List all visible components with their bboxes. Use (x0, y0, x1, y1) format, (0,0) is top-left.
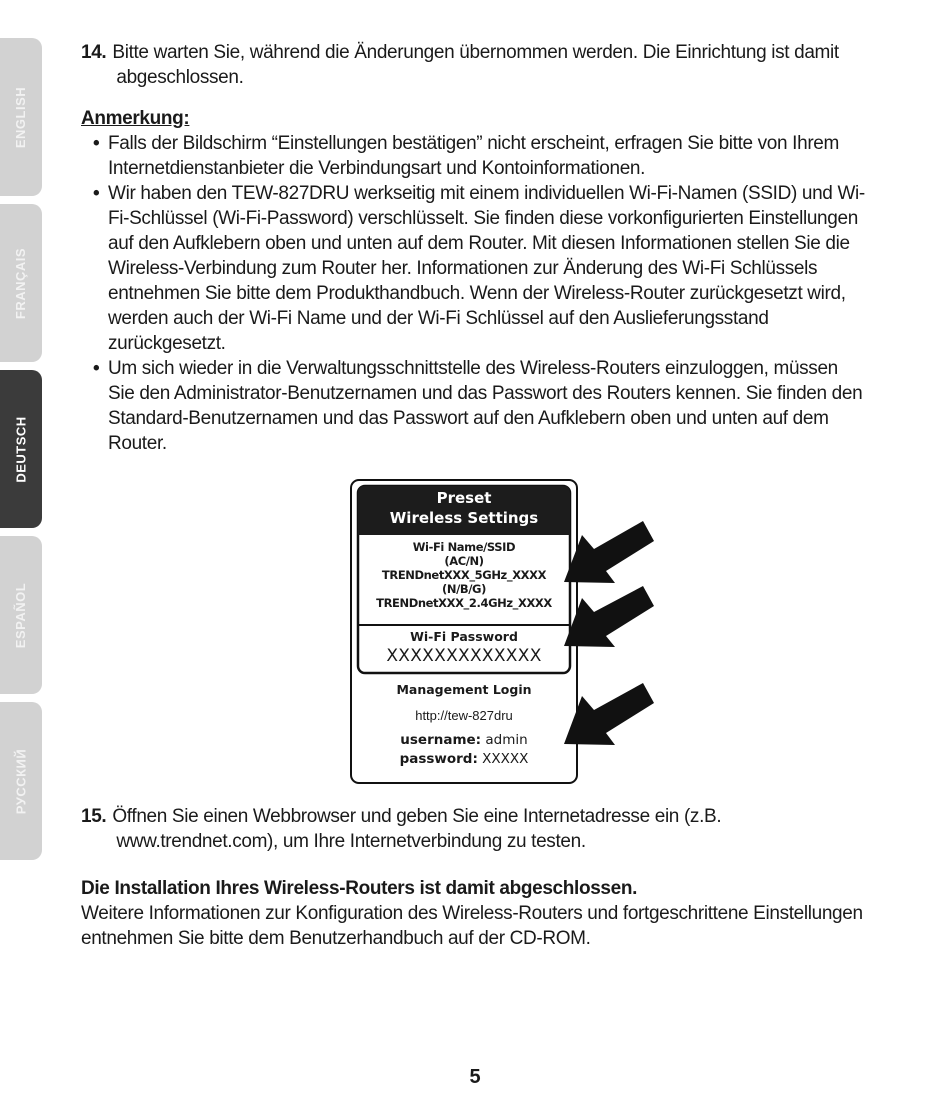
management-login-label: Management Login (396, 682, 532, 697)
bullet-text-line: Sie den Administrator-Benutzernamen und das Passwort des Routers kennen. Sie finden den (108, 383, 863, 404)
step-14 (81, 40, 881, 90)
conclusion-heading: Die Installation Ihres Wireless-Routers ist damit abgeschlossen. (81, 878, 638, 899)
step-text-line: abgeschlossen. (116, 67, 244, 88)
tab-espanol[interactable]: ESPAÑOL (0, 536, 42, 694)
conclusion-text-line: Weitere Informationen zur Konfiguration des Wireless-Routers und fortgeschrittene Einstellungen (81, 903, 863, 924)
bullet-dot: • (93, 358, 100, 379)
preset-settings-sticker (350, 479, 660, 785)
page-number: 5 (469, 1066, 481, 1088)
bullet-text-line: Internetdienstanbieter die Verbindungsart und Kontoinformationen. (108, 158, 646, 179)
note-list (81, 131, 881, 456)
bullet-text-line: zurückgesetzt. (108, 333, 226, 354)
bullet-text-line: Router. (108, 433, 167, 454)
tab-francais[interactable]: FRANÇAIS (0, 204, 42, 362)
wifi-password-value: XXXXXXXXXXXXX (386, 646, 542, 666)
conclusion-text-line: entnehmen Sie bitte dem Benutzerhandbuch auf der CD-ROM. (81, 928, 591, 949)
ssid-section: Wi-Fi Name/SSID (AC/N) TRENDnetXXX_5GHz_XXXX (N/B/G) TRENDnetXXX_2.4GHz_XXXX (376, 540, 552, 610)
bullet-text-line: Um sich wieder in die Verwaltungsschnittstelle des Wireless-Routers einzuloggen, müssen (108, 358, 838, 379)
step-number: 14. (81, 42, 107, 63)
wifi-password-label: Wi-Fi Password (410, 629, 518, 644)
bullet-text-line: entnehmen Sie bitte dem Produkthandbuch. Wenn der Wireless-Router zurückgesetzt wird, (108, 283, 846, 304)
username-line: username: admin (400, 732, 528, 748)
bullet-text-line: Falls der Bildschirm “Einstellungen bestätigen” nicht erscheint, erfragen Sie bitte von Ihrem (108, 133, 839, 154)
step-text-line: Öffnen Sie einen Webbrowser und geben Sie eine Internetadresse ein (z.B. (112, 806, 722, 827)
instructions-top (81, 40, 881, 456)
bullet-text-line: Standard-Benutzernamen und das Passwort auf den Aufklebern oben und unten auf dem (108, 408, 829, 429)
tab-english[interactable]: ENGLISH (0, 38, 42, 196)
bullet-text-line: auf den Aufklebern oben und unten auf dem Router. Mit diesen Informationen stellen Sie die (108, 233, 850, 254)
step-number: 15. (81, 806, 107, 827)
password-line: password: XXXXX (399, 751, 529, 767)
bullet-text-line: Wir haben den TEW-827DRU werkseitig mit einem individuellen Wi-Fi-Namen (SSID) und Wi- (108, 183, 865, 204)
note-bullet (93, 131, 881, 181)
step-text-line: www.trendnet.com), um Ihre Internetverbindung zu testen. (116, 831, 586, 852)
tab-deutsch[interactable]: DEUTSCH (0, 370, 42, 528)
step-15 (81, 804, 881, 854)
bullet-text-line: werden auch der Wi-Fi Name und der Wi-Fi Schlüssel auf den Auslieferungsstand (108, 308, 769, 329)
management-url: http://tew-827dru (415, 708, 513, 723)
conclusion-text (81, 901, 881, 951)
bullet-text-line: Fi-Schlüssel (Wi-Fi-Password) verschlüsselt. Sie finden diese vorkonfigurierten Einstellungen (108, 208, 858, 229)
sticker-header: Preset Wireless Settings (389, 489, 539, 527)
note-heading: Anmerkung: (81, 108, 190, 129)
note-bullet (93, 356, 881, 456)
bullet-dot: • (93, 183, 100, 204)
bullet-dot: • (93, 133, 100, 154)
instructions-bottom (81, 804, 881, 951)
bullet-text-line: Wireless-Verbindung zum Router her. Informationen zur Änderung des Wi-Fi Schlüssels (108, 258, 818, 279)
note-bullet (93, 181, 881, 356)
step-text-line: Bitte warten Sie, während die Änderungen übernommen werden. Die Einrichtung ist damit (112, 42, 839, 63)
tab-russian[interactable]: РУССКИЙ (0, 702, 42, 860)
